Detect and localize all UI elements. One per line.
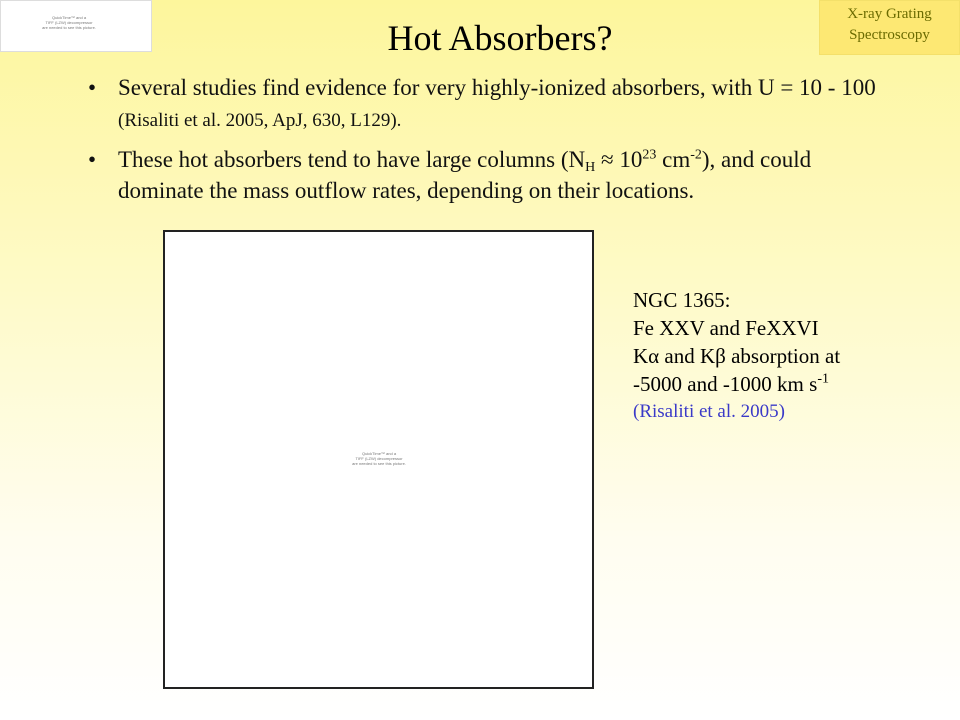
bullet-dot: • [88, 75, 97, 100]
thumbnail-line-1: QuickTime™ and a [51, 15, 87, 20]
caption-citation: (Risaliti et al. 2005) [633, 401, 785, 422]
bullet-item-1 [88, 72, 888, 136]
figure-line-1: QuickTime™ and a [361, 451, 397, 456]
bullet-2-sub: H [585, 160, 596, 176]
bullet-2-unit-exponent: -2 [690, 147, 702, 163]
bullet-1-text: Several studies find evidence for very highly-ionized absorbers, with U = 10 - 100 [118, 75, 876, 100]
figure-line-2: TIFF (LZW) decompressor [355, 456, 403, 461]
figure-placeholder [163, 230, 594, 689]
badge-line-2: Spectroscopy [849, 27, 930, 43]
bullet-item-2 [88, 144, 888, 206]
caption-line-4-text: -5000 and -1000 km s [633, 372, 818, 396]
bullet-1-citation: (Risaliti et al. 2005, ApJ, 630, L129). [118, 110, 402, 131]
bullet-dot: • [88, 147, 97, 172]
figure-line-3: are needed to see this picture. [352, 461, 406, 466]
figure-placeholder-text [329, 451, 429, 466]
badge-line-1: X-ray Grating [847, 6, 932, 22]
caption-line-4 [633, 370, 953, 398]
bullet-2-post: ), and could dominate the mass outflow rates, depending on their locations. [118, 147, 812, 203]
figure-caption [633, 286, 953, 426]
bullet-list [88, 72, 888, 214]
thumbnail-line-2: TIFF (LZW) decompressor [45, 20, 93, 25]
caption-line-1: NGC 1365: [633, 288, 731, 312]
thumbnail-line-3: are needed to see this picture. [42, 25, 96, 30]
bullet-2-exponent: 23 [642, 147, 657, 163]
caption-line-3: Kα and Kβ absorption at [633, 344, 841, 368]
bullet-2-unit: cm [656, 147, 691, 172]
slide-title: Hot Absorbers? [387, 18, 613, 58]
caption-line-2: Fe XXV and FeXXVI [633, 316, 819, 340]
bullet-2-approx: ≈ 10 [595, 147, 643, 172]
bullet-2-pre: These hot absorbers tend to have large columns (N [118, 147, 586, 172]
caption-line-4-exponent: -1 [817, 371, 829, 387]
